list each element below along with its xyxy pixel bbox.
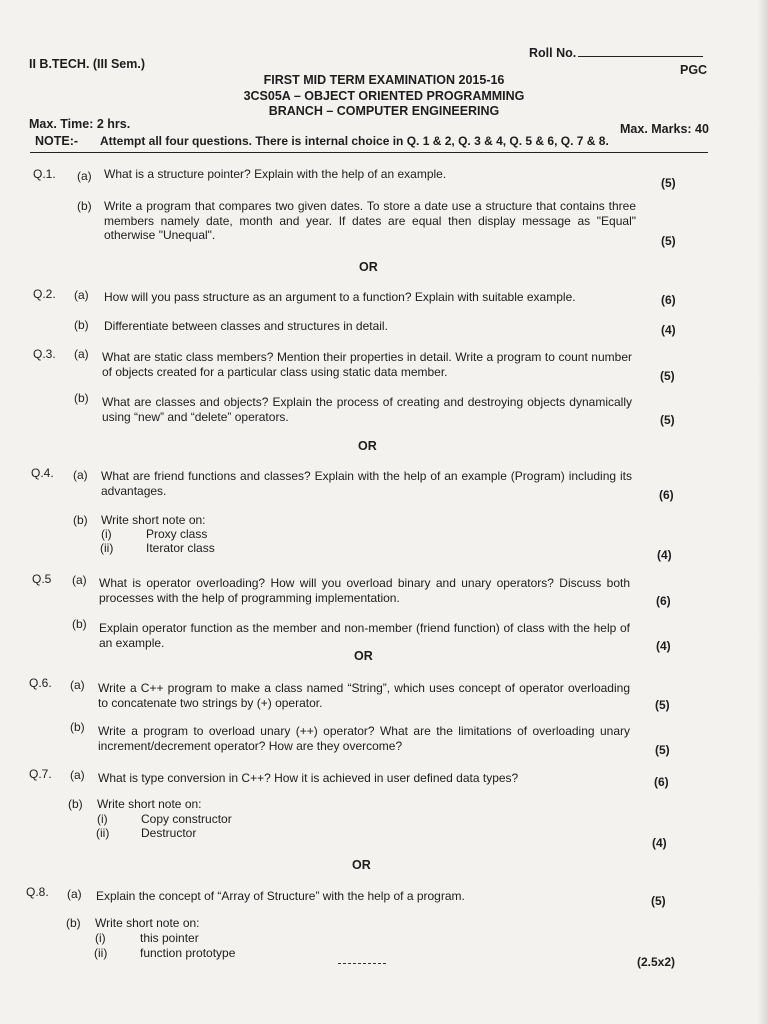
part-label: (a)	[74, 288, 89, 302]
sub-item-number: (i)	[101, 527, 112, 541]
question-text: What is operator overloading? How will you overload binary and unary operators? Discuss both processes with the help of programming implementation.	[99, 576, 630, 605]
part-label: (a)	[74, 347, 89, 361]
part-label: (b)	[66, 916, 81, 930]
part-label: (a)	[73, 468, 88, 482]
question-text: Explain the concept of “Array of Structure” with the help of a program.	[96, 889, 465, 903]
sub-item-number: (ii)	[96, 826, 110, 840]
marks: (4)	[657, 548, 672, 562]
question-number: Q.5	[32, 572, 52, 586]
marks: (5)	[660, 369, 675, 383]
question-number: Q.3.	[33, 347, 56, 361]
roll-number-blank	[578, 56, 703, 57]
marks: (5)	[655, 743, 670, 757]
marks: (6)	[659, 488, 674, 502]
part-label: (b)	[72, 617, 87, 631]
or-separator: OR	[354, 649, 373, 663]
page-edge-shadow	[758, 0, 768, 1024]
max-time: Max. Time: 2 hrs.	[29, 117, 131, 131]
roll-number-field	[529, 46, 703, 60]
sub-item-text: Iterator class	[146, 541, 215, 555]
part-label: (b)	[77, 199, 92, 213]
part-label: (b)	[74, 391, 89, 405]
marks: (5)	[651, 894, 666, 908]
part-label: (b)	[74, 318, 89, 332]
question-text: Write short note on:	[101, 513, 206, 527]
sub-item-number: (ii)	[94, 946, 108, 960]
part-label: (b)	[68, 797, 83, 811]
question-number: Q.8.	[26, 885, 49, 899]
part-label: (a)	[72, 573, 87, 587]
sub-item-number: (ii)	[100, 541, 114, 555]
part-label: (b)	[70, 720, 85, 734]
question-text: What are classes and objects? Explain the process of creating and destroying objects dynamically using “new” and “delete” operators.	[102, 395, 632, 424]
or-separator: OR	[358, 439, 377, 453]
or-separator: OR	[352, 858, 371, 872]
marks: (6)	[656, 594, 671, 608]
or-separator: OR	[359, 260, 378, 274]
question-number: Q.2.	[33, 287, 56, 301]
marks: (4)	[656, 639, 671, 653]
sub-item-number: (i)	[95, 931, 106, 945]
marks: (5)	[655, 698, 670, 712]
question-text: Write short note on:	[95, 916, 200, 930]
question-text: Differentiate between classes and structures in detail.	[104, 319, 388, 333]
question-text: Write a C++ program to make a class named “String”, which uses concept of operator overloading to concatenate two strings by (+) operator.	[98, 681, 630, 710]
marks: (5)	[660, 413, 675, 427]
part-label: (b)	[73, 513, 88, 527]
course-label: II B.TECH. (III Sem.)	[29, 57, 145, 71]
question-number: Q.1.	[33, 167, 56, 181]
marks: (5)	[661, 176, 676, 190]
marks: (5)	[661, 234, 676, 248]
question-number: Q.7.	[29, 767, 52, 781]
note-text: Attempt all four questions. There is internal choice in Q. 1 & 2, Q. 3 & 4, Q. 5 & 6, Q. 7 & 8.	[100, 134, 609, 148]
question-text: Write a program to overload unary (++) operator? What are the limitations of overloading unary increment/decrement operator? How are they overcome?	[98, 724, 630, 753]
marks: (6)	[654, 775, 669, 789]
subject-title: 3CS05A – OBJECT ORIENTED PROGRAMMING	[243, 89, 525, 103]
note-label: NOTE:-	[35, 134, 79, 148]
question-text: Write a program that compares two given dates. To store a date use a structure that contains three members namely date, month and year. If dates are equal then display message as "Equal" otherwise "Unequal".	[104, 199, 636, 242]
question-text: What is type conversion in C++? How it is achieved in user defined data types?	[98, 771, 519, 785]
question-text: How will you pass structure as an argument to a function? Explain with suitable example.	[104, 290, 576, 304]
sub-item-text: Proxy class	[146, 527, 208, 541]
part-label: (a)	[70, 678, 85, 692]
question-text: Write short note on:	[97, 797, 202, 811]
max-marks: Max. Marks: 40	[620, 122, 709, 136]
sub-item-number: (i)	[97, 812, 108, 826]
marks: (2.5x2)	[637, 955, 676, 969]
paper-code: PGC	[680, 63, 708, 77]
question-text: Explain operator function as the member and non-member (friend function) of class with the help of an example.	[99, 621, 630, 650]
sub-item-text: function prototype	[140, 946, 236, 960]
question-number: Q.4.	[31, 466, 54, 480]
question-text: What is a structure pointer? Explain with the help of an example.	[104, 167, 447, 181]
roll-number-label: Roll No.	[529, 46, 577, 60]
part-label: (a)	[67, 887, 82, 901]
sub-item-text: this pointer	[140, 931, 199, 945]
part-label: (a)	[70, 768, 85, 782]
marks: (4)	[652, 836, 667, 850]
part-label: (a)	[77, 169, 92, 183]
sub-item-text: Destructor	[141, 826, 197, 840]
sub-item-text: Copy constructor	[141, 812, 232, 826]
marks: (4)	[661, 323, 676, 337]
marks: (6)	[661, 293, 676, 307]
question-text: What are friend functions and classes? Explain with the help of an example (Program) including its advantages.	[101, 469, 632, 498]
question-text: What are static class members? Mention their properties in detail. Write a program to count number of objects created for a particular class using static data member.	[102, 350, 632, 379]
question-number: Q.6.	[29, 676, 52, 690]
branch-title: BRANCH – COMPUTER ENGINEERING	[268, 104, 500, 118]
exam-title: FIRST MID TERM EXAMINATION 2015-16	[263, 73, 505, 87]
end-dashes	[338, 963, 386, 964]
header-rule	[30, 152, 708, 153]
